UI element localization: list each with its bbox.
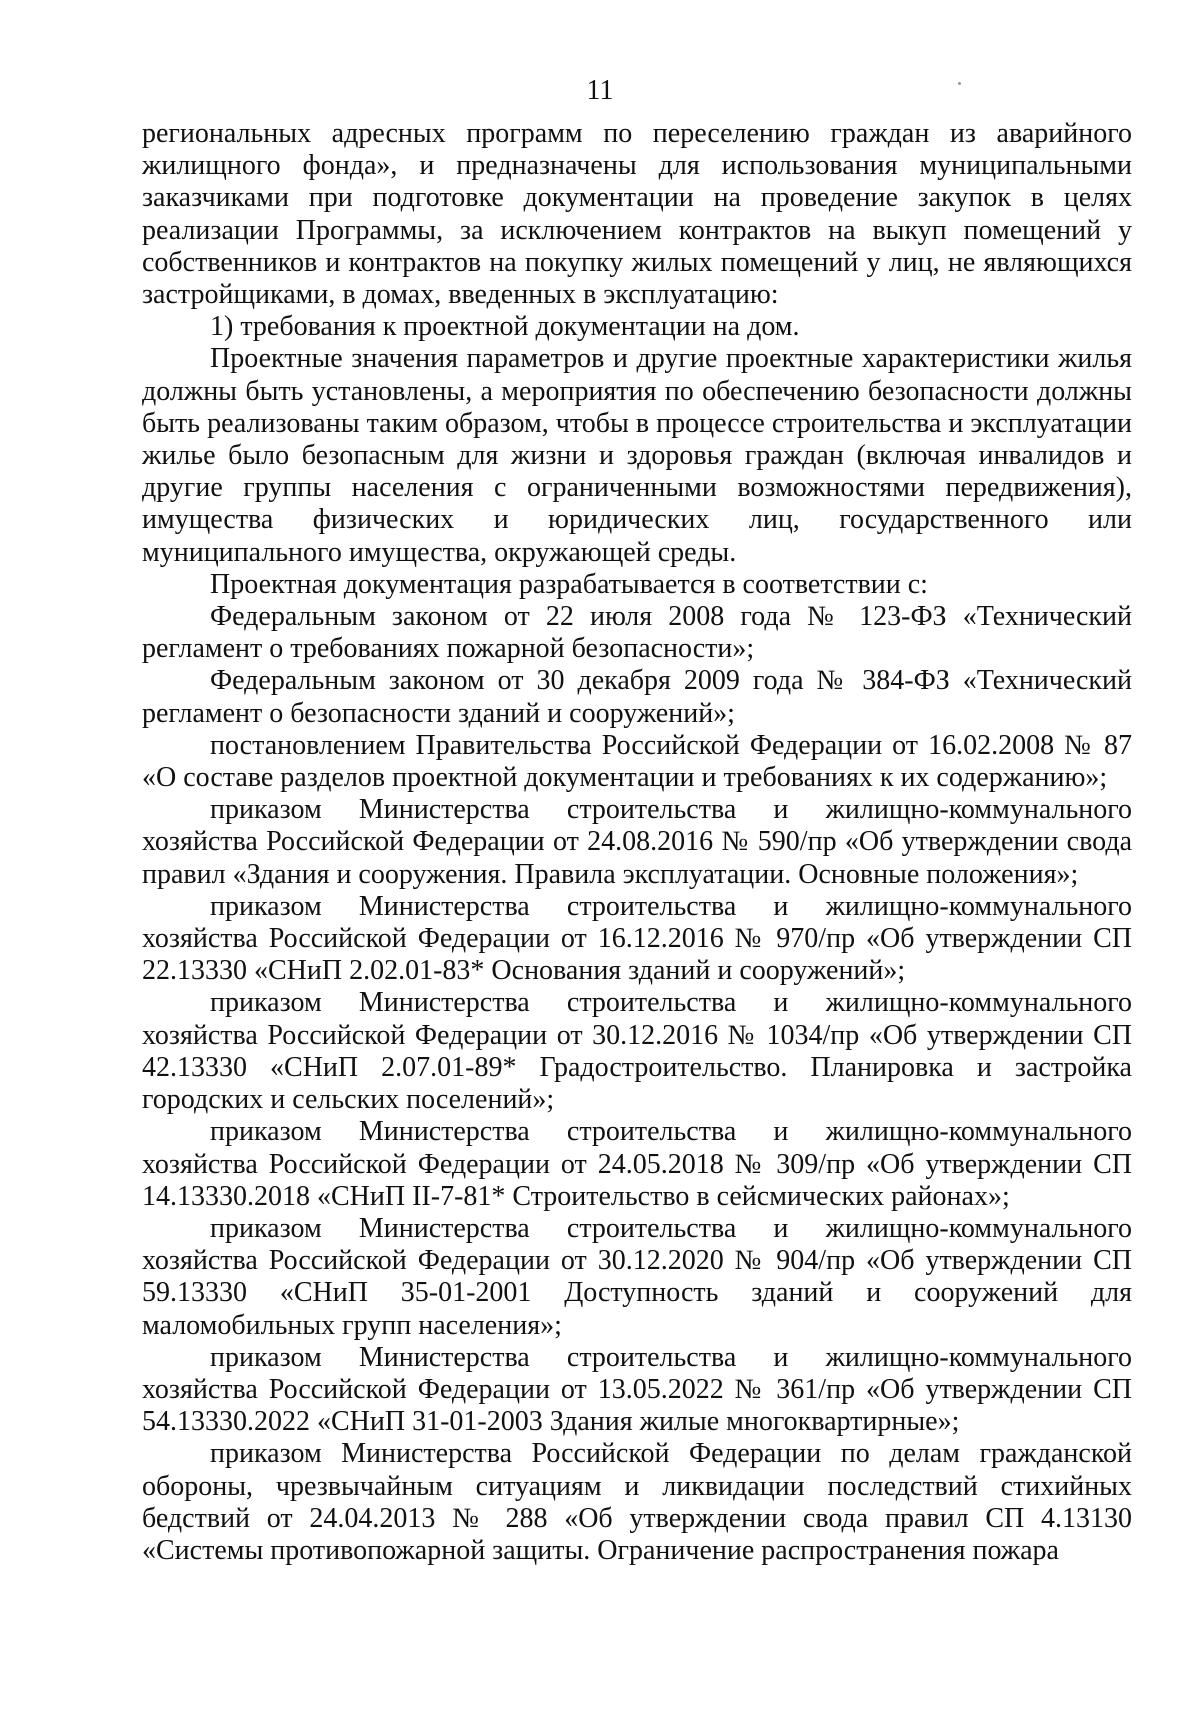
legal-reference-item: Федеральным законом от 22 июля 2008 года № 123-ФЗ «Технический регламент о требованиях пожарной безопасности»;	[142, 601, 1132, 665]
scan-speck	[958, 82, 961, 85]
paragraph: Проектная документация разрабатывается в соответствии с:	[210, 568, 928, 600]
legal-reference-item: приказом Министерства строительства и жилищно-коммунального хозяйства Российской Федерации от 13.05.2022 № 361/пр «Об утверждении СП 54.13330.2022 «СНиП 31-01-2003 Здания жилые многоквартирные»;	[142, 1341, 1132, 1438]
paragraph-continuation: региональных адресных программ по переселению граждан из аварийного жилищного фонда», и предназначены для использования муниципальными заказчиками при подготовке документации на проведение закупок в целях реализации Программы, за исключением контрактов на выкуп помещений у собственников и контрактов на покупку жилых помещений у лиц, не являющихся застройщиками, в домах, введенных в эксплуатацию:	[142, 118, 1132, 311]
legal-reference-item: постановлением Правительства Российской Федерации от 16.02.2008 № 87 «О составе разделов проектной документации и требованиях к их содержанию»;	[142, 729, 1132, 794]
legal-reference-item: приказом Министерства строительства и жилищно-коммунального хозяйства Российской Федерации от 30.12.2020 № 904/пр «Об утверждении СП 59.13330 «СНиП 35-01-2001 Доступность зданий и сооружений для маломобильных групп населения»;	[142, 1212, 1132, 1341]
legal-reference-item: приказом Министерства строительства и жилищно-коммунального хозяйства Российской Федерации от 24.08.2016 № 590/пр «Об утверждении свода правил «Здания и сооружения. Правила эксплуатации. Основные положения»;	[142, 794, 1132, 890]
legal-reference-item: приказом Министерства Российской Федерации по делам гражданской обороны, чрезвычайным ситуациям и ликвидации последствий стихийных бедствий от 24.04.2013 № 288 «Об утверждении свода правил СП 4.13130 «Системы противопожарной защиты. Ограничение распространения пожара	[142, 1438, 1132, 1566]
legal-reference-item: приказом Министерства строительства и жилищно-коммунального хозяйства Российской Федерации от 16.12.2016 № 970/пр «Об утверждении СП 22.13330 «СНиП 2.02.01-83* Основания зданий и сооружений»;	[142, 890, 1132, 987]
document-body	[142, 118, 1132, 1567]
paragraph: Проектные значения параметров и другие проектные характеристики жилья должны быть установлены, а мероприятия по обеспечению безопасности должны быть реализованы таким образом, чтобы в процессе строительства и эксплуатации жилье было безопасным для жизни и здоровья граждан (включая инвалидов и другие группы населения с ограниченными возможностями передвижения), имущества физических и юридических лиц, государственного или муниципального имущества, окружающей среды.	[142, 343, 1132, 568]
legal-reference-item: приказом Министерства строительства и жилищно-коммунального хозяйства Российской Федерации от 24.05.2018 № 309/пр «Об утверждении СП 14.13330.2018 «СНиП II-7-81* Строительство в сейсмических районах»;	[142, 1116, 1132, 1212]
page-number: 11	[586, 75, 614, 106]
paragraph-requirement-item: 1) требования к проектной документации на дом.	[210, 311, 800, 343]
legal-reference-item: приказом Министерства строительства и жилищно-коммунального хозяйства Российской Федерации от 30.12.2016 № 1034/пр «Об утверждении СП 42.13330 «СНиП 2.07.01-89* Градостроительство. Планировка и застройка городских и сельских поселений»;	[142, 987, 1132, 1116]
legal-reference-item: Федеральным законом от 30 декабря 2009 года № 384-ФЗ «Технический регламент о безопасности зданий и сооружений»;	[142, 665, 1132, 729]
